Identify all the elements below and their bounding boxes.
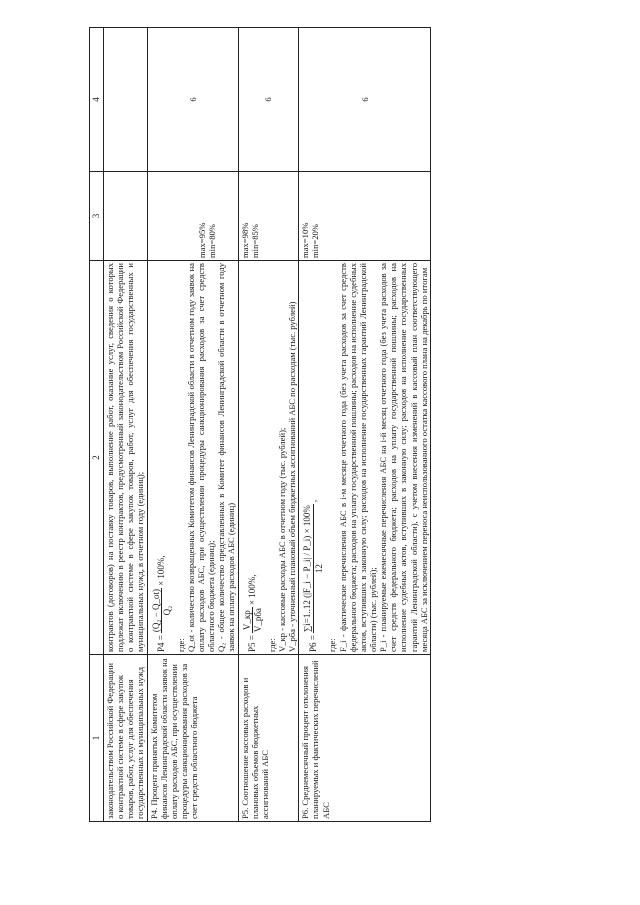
table-row — [299, 28, 431, 822]
row-p6-formula-cell — [299, 261, 431, 655]
p4-def-1: Q_ot - количество возвращенных Комитетом финансов Ленинградской области в отчетном году заявок на оплату расходов АБС, при осуществлении процедуры санкционирования расходов за счет средств областного бюджета (единиц); — [185, 263, 217, 652]
p4-denominator: Q₂ — [162, 605, 173, 616]
row-p4-weight: 6 — [147, 28, 238, 172]
p6-numerator: ∑i=1..12 (|F_i − P_i| / P_i) × 100% — [302, 505, 313, 633]
row-1-name: законодательством Российской Федерации о контрактной системе в сфере закупок товаров, работ, услуг для обеспечения государственных и муниципальных нужд — [104, 655, 148, 822]
header-col-3: 3 — [90, 172, 104, 261]
p4-numerator: (Q₂ − Q_ot) — [150, 588, 161, 633]
p6-denominator: 12 — [313, 564, 324, 574]
row-p4-values — [147, 172, 238, 261]
p5-def-2: V_рба - уточненный плановый объем бюджетных ассигнований АБС по расходам (тыс. рублей) — [287, 301, 298, 652]
p6-def-1: F_i - фактические перечисления АБС в i-м месяце отчетного года (без учета расходов за счет средств федерального бюджета; расходов на уплату государственной пошлины; расходов на исполнение судебных актов, вступивших в законную силу; расходов на исполнение государственных гарантий Ленинградской области) (тыс. рублей); — [337, 263, 379, 652]
row-p6-name: P6. Среднемесячный процент отклонения планируемых и фактических перечислений АБС — [299, 655, 431, 822]
p6-formula-lhs: P6 = — [308, 635, 319, 652]
p5-formula — [242, 263, 264, 652]
p5-denominator: V_рба — [253, 608, 264, 633]
table-row — [104, 28, 148, 822]
p6-max: max=10% — [300, 222, 311, 258]
p4-max: max=95% — [196, 222, 207, 258]
p6-where: где: — [327, 638, 338, 652]
row-1-values — [104, 172, 148, 261]
header-col-4: 4 — [90, 28, 104, 172]
header-col-2: 2 — [90, 261, 104, 655]
table-row — [147, 28, 238, 822]
row-p4-name: P4. Процент принятых Комитетом финансов Ленинградской области заявок на оплату расходов АБС, при осуществлении процедуры санкционирования расходов за счет средств областного бюджета — [147, 655, 238, 822]
p6-fraction — [302, 504, 324, 633]
row-p5-values — [238, 172, 299, 261]
row-p6-weight: 6 — [299, 28, 431, 172]
p4-fraction — [151, 588, 173, 633]
row-p4-formula-cell — [147, 261, 238, 655]
header-row — [90, 28, 104, 822]
p6-formula-rhs: , — [308, 499, 319, 503]
p5-formula-lhs: P5 = — [247, 635, 258, 652]
p6-min: min=20% — [310, 224, 321, 258]
row-1-weight — [104, 28, 148, 172]
row-p5-name: P5. Соотношение кассовых расходов и плановых объемов бюджетных ассигнований АБС — [238, 655, 299, 822]
p4-def-2: Q₂ - общее количество представленных в Комитет финансов Ленинградской области в отчетном году заявок на оплату расходов АБС (единиц) — [216, 263, 237, 652]
p4-formula — [151, 263, 173, 652]
p5-min: min=85% — [249, 224, 260, 258]
p4-formula-lhs: P4 = — [156, 635, 167, 652]
row-p5-weight: 6 — [238, 28, 299, 172]
row-1-description: контрактов (договоров) на поставку товаров, выполнение работ, оказание услуг, сведения о которых подлежат включению в реестр контрактов, предусмотренный законодательством Российской Федерации о контрактной системе в сфере закупок товаров, работ, услуг для обеспечения государственных и муниципальных нужд, в отчетном году (единиц); — [104, 261, 148, 655]
p4-formula-rhs: × 100%, — [156, 555, 167, 586]
row-p5-formula-cell — [238, 261, 299, 655]
p4-where: где: — [175, 638, 186, 652]
p5-def-1: V_кр - кассовые расходы АБС в отчетном году (тыс. рублей); — [276, 427, 287, 652]
p5-where: где: — [266, 638, 277, 652]
p5-formula-rhs: × 100%, — [247, 574, 258, 606]
p5-max: max=98% — [239, 222, 250, 258]
p6-formula — [302, 263, 324, 652]
criteria-table — [89, 27, 431, 822]
p5-numerator: V_кр — [242, 607, 254, 633]
row-p6-values — [299, 172, 431, 261]
p5-fraction — [242, 607, 264, 633]
table-row — [238, 28, 299, 822]
p6-def-2: P_i - планируемые ежемесячные перечисления АБС на i-й месяц отчетного года (без учета расходов за счет средств федерального бюджета; расходов на уплату государственной пошлины; расходов на исполнение судебных актов, вступивших в законную силу; расходов на исполнение государственных гарантий Ленинградской области), с учетом внесения изменений в кассовый план соответствующего месяца АБС за исключением переноса неиспользованного остатка кассового плана на декабрь по итогам — [378, 263, 429, 652]
p4-min: min=80% — [206, 224, 217, 258]
header-col-1: 1 — [90, 655, 104, 822]
